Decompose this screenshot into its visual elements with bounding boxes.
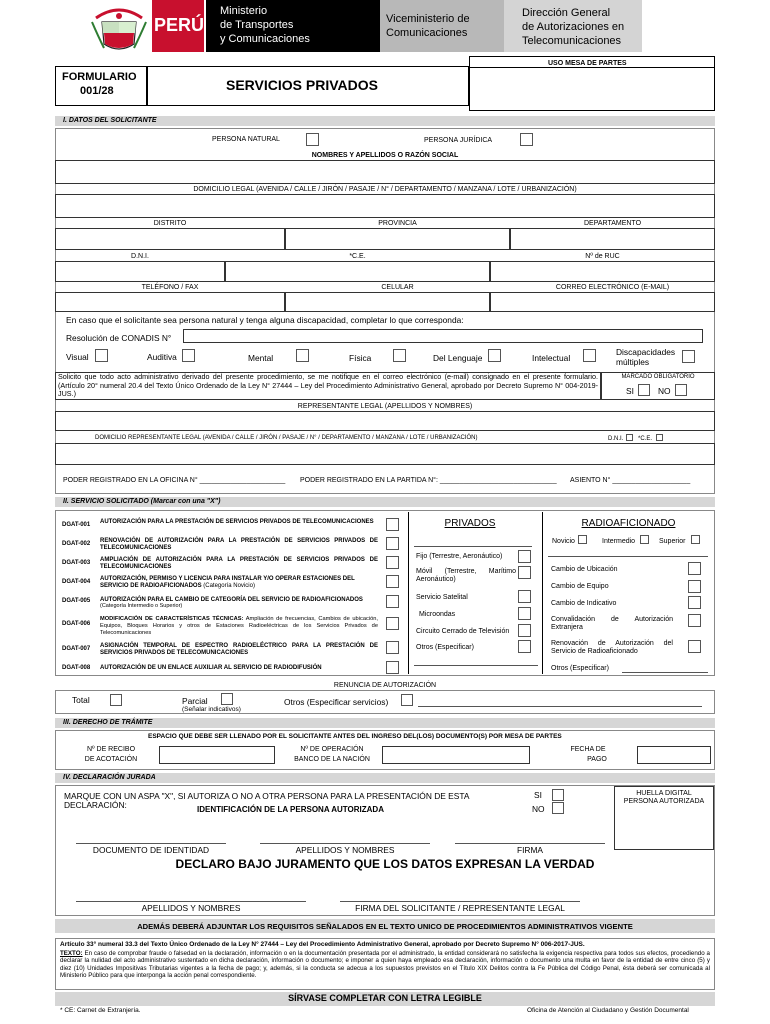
nombres-field[interactable]	[55, 160, 715, 184]
autoriza-no-label: NO	[532, 804, 545, 814]
section-2-title-note: (Marcar con una "X")	[150, 498, 221, 505]
form-title: SERVICIOS PRIVADOS	[226, 77, 378, 93]
dgat-item	[100, 616, 378, 637]
dgat-note: (Categoría Novicio)	[203, 583, 255, 590]
privado-option: Servicio Satelital	[416, 594, 468, 601]
renuncia-otros-label: Otros (Especificar servicios)	[284, 697, 389, 707]
representante-field[interactable]	[55, 411, 715, 431]
telefono-label: TELÉFONO / FAX	[141, 284, 199, 291]
direction-line: de Autorizaciones en	[522, 21, 625, 33]
intermedio-checkbox[interactable]	[640, 535, 649, 544]
fisica-checkbox[interactable]	[393, 349, 406, 362]
visual-checkbox[interactable]	[95, 349, 108, 362]
section-4-header	[55, 773, 715, 783]
privado-movil-checkbox[interactable]	[518, 566, 531, 579]
dgat-text: AMPLIACIÓN DE AUTORIZACIÓN PARA LA PRESTACIÓN DE SERVICIOS PRIVADOS DE TELECOMUNICACIONES	[100, 557, 378, 571]
mesa-partes-label: USO MESA DE PARTES	[548, 60, 627, 67]
radio-option: Otros (Especificar)	[551, 665, 609, 672]
privado-fijo-checkbox[interactable]	[518, 550, 531, 563]
firma2-line[interactable]	[340, 901, 580, 902]
divider	[469, 67, 715, 68]
radio-equipo-checkbox[interactable]	[688, 580, 701, 593]
auditiva-checkbox[interactable]	[182, 349, 195, 362]
ce-note: * CE: Carnet de Extranjería.	[60, 1007, 141, 1014]
direction-line: Telecomunicaciones	[522, 35, 622, 47]
conadis-label: Resolución de CONADIS N°	[66, 333, 172, 343]
coat-of-arms-icon	[88, 4, 150, 56]
privados-title: PRIVADOS	[444, 518, 496, 529]
ministry-line: de Transportes	[220, 19, 294, 31]
dgat-001-checkbox[interactable]	[386, 518, 399, 531]
notif-no-checkbox[interactable]	[675, 384, 687, 396]
ce-label: *C.E.	[349, 253, 366, 260]
departamento-label: DEPARTAMENTO	[583, 220, 642, 227]
dgat-text: MODIFICACIÓN DE CARACTERÍSTICAS TÉCNICAS:	[100, 616, 244, 622]
divider	[548, 556, 708, 557]
firma-line[interactable]	[455, 843, 605, 844]
doc-identidad-label: DOCUMENTO DE IDENTIDAD	[92, 845, 210, 855]
privado-satelital-checkbox[interactable]	[518, 590, 531, 603]
radio-renovacion-checkbox[interactable]	[688, 640, 701, 653]
discapacidad-intro: En caso que el solicitante sea persona natural y tenga alguna discapacidad, completar lo que corresponda:	[66, 315, 464, 325]
ministry-line: y Comunicaciones	[220, 33, 310, 45]
identificacion-label: IDENTIFICACIÓN DE LA PERSONA AUTORIZADA	[197, 805, 384, 814]
dni-label: D.N.I.	[131, 253, 149, 260]
asiento-label: ASIENTO N° ____________________	[570, 477, 691, 484]
auditiva-label: Auditiva	[147, 352, 177, 362]
privado-option: Otros (Especificar)	[416, 644, 474, 651]
dgat-code: DGAT-003	[62, 560, 91, 566]
privado-otros-line[interactable]	[414, 665, 538, 666]
autoriza-no-checkbox[interactable]	[552, 802, 564, 814]
rep-ce-label: *C.E.	[638, 436, 653, 442]
operacion-label: BANCO DE LA NACIÓN	[294, 756, 370, 763]
notificacion-text: Solicito que todo acto administrativo derivado del presente procedimiento, se me notifique en el correo electrónico (e-mail) consignado en el presente formulario. (Artículo 20° numeral 20.4 del Texto Único Ordenado de la Ley N° 27444 – Ley del Procedimiento Administrativo General, aprobado por Decreto Supremo N° 004-2019-JUS.)	[58, 372, 598, 399]
derecho-nota: ESPACIO QUE DEBE SER LLENADO POR EL SOLICITANTE ANTES DEL INGRESO DEL(LOS) DOCUMENTO(S) POR MESA DE PARTES	[148, 733, 562, 740]
domicilio-label: DOMICILIO LEGAL (AVENIDA / CALLE / JIRÓN / PASAJE / N° / DEPARTAMENTO / MANZANA / LOTE / URBANIZACIÓN)	[193, 186, 577, 193]
distrito-field[interactable]	[55, 228, 285, 250]
fecha-label: FECHA DE	[570, 746, 606, 753]
correo-field[interactable]	[490, 292, 715, 312]
celular-field[interactable]	[285, 292, 490, 312]
provincia-label: PROVINCIA	[378, 220, 417, 227]
fecha-label: PAGO	[587, 756, 607, 763]
correo-label: CORREO ELECTRÓNICO (E-MAIL)	[555, 284, 670, 291]
section-3-header	[55, 718, 715, 728]
radio-option: Renovación de Autorización del Servicio de Radioaficionado	[551, 640, 673, 656]
direction-line: Dirección General	[522, 7, 611, 19]
dgat-006-checkbox[interactable]	[386, 617, 399, 630]
autoriza-si-label: SI	[534, 790, 542, 800]
recibo-field[interactable]	[159, 746, 275, 764]
dgat-text: AUTORIZACIÓN PARA EL CAMBIO DE CATEGORÍA DEL SERVICIO DE RADIOAFICIONADOS	[100, 597, 363, 603]
ruc-label: Nº de RUC	[585, 253, 620, 260]
radio-indicativo-checkbox[interactable]	[688, 596, 701, 609]
divider	[408, 512, 409, 674]
rep-dni-checkbox[interactable]	[626, 434, 633, 441]
section-2-title-wrap	[63, 498, 220, 505]
sirvase-banner: SÍRVASE COMPLETAR CON LETRA LEGIBLE	[55, 992, 715, 1006]
novicio-checkbox[interactable]	[578, 535, 587, 544]
celular-label: CELULAR	[381, 284, 414, 291]
visual-label: Visual	[66, 352, 89, 362]
fecha-field[interactable]	[637, 746, 711, 764]
rep-domicilio-label: DOMICILIO REPRESENTANTE LEGAL (AVENIDA / CALLE / JIRÓN / PASAJE / N° / DEPARTAMENTO / MANZANA / LOTE / URBANIZACIÓN)	[95, 435, 478, 441]
divider	[542, 512, 543, 674]
adjuntar-banner: ADEMÁS DEBERÁ ADJUNTAR LOS REQUISITOS SEÑALADOS EN EL TEXTO UNICO DE PROCEDIMIENTOS ADMINISTRATIVOS VIGENTE	[55, 919, 715, 933]
privado-otros-checkbox[interactable]	[518, 640, 531, 653]
notif-si-checkbox[interactable]	[638, 384, 650, 396]
radio-option: Cambio de Ubicación	[551, 566, 618, 573]
dgat-text: AUTORIZACIÓN DE UN ENLACE AUXILIAR AL SERVICIO DE RADIODIFUSIÓN	[100, 665, 322, 671]
vice-box	[380, 0, 504, 52]
form-number: 001/28	[80, 85, 114, 97]
section-2-title: II. SERVICIO SOLICITADO	[63, 498, 149, 505]
radio-option: Cambio de Indicativo	[551, 600, 617, 607]
radio-otros-line[interactable]	[622, 672, 708, 673]
intermedio-label: Intermedio	[602, 538, 636, 545]
dgat-code: DGAT-007	[62, 646, 91, 652]
intelectual-checkbox[interactable]	[583, 349, 596, 362]
dgat-code: DGAT-006	[62, 621, 91, 627]
mental-checkbox[interactable]	[296, 349, 309, 362]
renuncia-otros-line[interactable]	[418, 706, 702, 707]
dgat-008-checkbox[interactable]	[386, 661, 399, 674]
renuncia-total-checkbox[interactable]	[110, 694, 122, 706]
apellidos-line[interactable]	[260, 843, 430, 844]
dgat-code: DGAT-008	[62, 665, 91, 671]
fisica-label: Física	[349, 353, 372, 363]
dgat-007-checkbox[interactable]	[386, 641, 399, 654]
dgat-text: ASIGNACIÓN TEMPORAL DE ESPECTRO RADIOELÉCTRICO PARA LA PRESTACIÓN DE SERVICIOS PRIVADOS DE TELECOMUNICACIONES	[100, 643, 378, 657]
doc-identidad-line[interactable]	[76, 843, 226, 844]
dgat-code: DGAT-005	[62, 598, 91, 604]
ministry-line: Ministerio	[220, 5, 268, 17]
representante-label: REPRESENTANTE LEGAL (APELLIDOS Y NOMBRES)	[297, 403, 473, 410]
rep-ce-checkbox[interactable]	[656, 434, 663, 441]
renuncia-otros-checkbox[interactable]	[401, 694, 413, 706]
superior-label: Superior	[659, 538, 686, 545]
lenguaje-checkbox[interactable]	[488, 349, 501, 362]
superior-checkbox[interactable]	[691, 535, 700, 544]
renuncia-total-label: Total	[72, 695, 90, 705]
dgat-003-checkbox[interactable]	[386, 556, 399, 569]
privado-option: Móvil (Terrestre, Marítimo Aeronáutico)	[416, 568, 516, 584]
domicilio-field[interactable]	[55, 194, 715, 218]
persona-natural-label: PERSONA NATURAL	[212, 136, 280, 143]
renuncia-parcial-checkbox[interactable]	[221, 693, 233, 705]
privado-option: Microondas	[419, 611, 456, 618]
marque-text: MARQUE CON UN ASPA "X", SI AUTORIZA O NO A OTRA PERSONA PARA LA PRESENTACIÓN DE ESTA	[64, 791, 470, 801]
departamento-field[interactable]	[510, 228, 715, 250]
persona-natural-checkbox[interactable]	[306, 133, 319, 146]
persona-juridica-label: PERSONA JURÍDICA	[424, 137, 493, 144]
conadis-field[interactable]	[183, 329, 703, 343]
declaro-text: DECLARO BAJO JURAMENTO QUE LOS DATOS EXPRESAN LA VERDAD	[175, 857, 595, 871]
dgat-note: (Categoría Intermedio o Superior)	[100, 603, 183, 609]
radio-title: RADIOAFICIONADO	[581, 518, 676, 529]
apellidos-label: APELLIDOS Y NOMBRES	[295, 845, 395, 855]
notif-no-label: NO	[658, 386, 671, 396]
radio-option: Cambio de Equipo	[551, 583, 609, 590]
recibo-label: DE ACOTACIÓN	[84, 756, 138, 763]
privado-option: Circuito Cerrado de Televisión	[416, 628, 510, 635]
intelectual-label: Intelectual	[532, 353, 571, 363]
multiples-checkbox[interactable]	[682, 350, 695, 363]
dgat-item	[100, 576, 378, 590]
rep-domicilio-field[interactable]	[55, 443, 715, 465]
firma-label: FIRMA	[516, 845, 544, 855]
section-3-title: III. DERECHO DE TRÁMITE	[63, 719, 153, 726]
section-1-header	[55, 116, 715, 126]
vice-line: Comunicaciones	[386, 27, 468, 39]
multiples-label: múltiples	[616, 357, 650, 367]
notif-si-label: SI	[626, 386, 634, 396]
dgat-text: RENOVACIÓN DE AUTORIZACIÓN PARA LA PRESTACIÓN DE SERVICIOS PRIVADOS DE TELECOMUNICACIONES	[100, 538, 378, 552]
section-4-title: IV. DECLARACIÓN JURADA	[63, 774, 156, 781]
huella-label: HUELLA DIGITAL	[636, 790, 692, 797]
huella-label: PERSONA AUTORIZADA	[623, 798, 705, 805]
section-1-title: I. DATOS DEL SOLICITANTE	[63, 117, 157, 124]
apellidos2-line[interactable]	[76, 901, 306, 902]
privado-microondas-checkbox[interactable]	[518, 607, 531, 620]
section-2-header	[55, 497, 715, 507]
dgat-code: DGAT-004	[62, 579, 91, 585]
country-label: PERÚ	[154, 15, 205, 35]
dgat-text: AUTORIZACIÓN PARA LA PRESTACIÓN DE SERVICIOS PRIVADOS DE TELECOMUNICACIONES	[100, 519, 374, 525]
dgat-code: DGAT-002	[62, 541, 91, 547]
dgat-text: AUTORIZACIÓN, PERMISO Y LICENCIA PARA INSTALAR Y/O OPERAR ESTACIONES DEL SERVICIO DE RADIOAFICIONADOS	[100, 576, 355, 590]
poder-oficina-label: PODER REGISTRADO EN LA OFICINA N° ______________________	[63, 477, 286, 484]
marcado-label: MARCADO OBLIGATORIO	[621, 374, 695, 380]
provincia-field[interactable]	[285, 228, 510, 250]
articulo-text: Artículo 33° numeral 33.3 del Texto Único Ordenado de la Ley N° 27444 – Ley del Procedimiento Administrativo General, aprobado por Decreto Supremo N° 006-2017-JUS.	[60, 941, 585, 948]
radio-ubicacion-checkbox[interactable]	[688, 562, 701, 575]
divider	[414, 546, 532, 547]
rep-dni-label: D.N.I.	[608, 436, 624, 442]
dgat-004-checkbox[interactable]	[386, 575, 399, 588]
persona-juridica-checkbox[interactable]	[520, 133, 533, 146]
vice-line: Viceministerio de	[386, 13, 470, 25]
radio-convalidacion-checkbox[interactable]	[688, 614, 701, 627]
operacion-field[interactable]	[382, 746, 530, 764]
nombres-label: NOMBRES Y APELLIDOS O RAZÓN SOCIAL	[311, 152, 459, 159]
texto-label: TEXTO:	[60, 950, 83, 957]
ce-field[interactable]	[225, 261, 490, 282]
apellidos2-label: APELLIDOS Y NOMBRES	[141, 903, 241, 913]
renuncia-label: RENUNCIA DE AUTORIZACIÓN	[333, 682, 437, 689]
ruc-field[interactable]	[490, 261, 715, 282]
autoriza-si-checkbox[interactable]	[552, 789, 564, 801]
dgat-code: DGAT-001	[62, 522, 91, 528]
recibo-label: Nº DE RECIBO	[86, 746, 136, 753]
poder-partida-label: PODER REGISTRADO EN LA PARTIDA N°: ______________________________	[300, 477, 557, 484]
lenguaje-label: Del Lenguaje	[433, 353, 483, 363]
form-label: FORMULARIO	[62, 71, 137, 83]
texto-body: En caso de comprobar fraude o falsedad en la declaración, información o en la documentación presentada por el administrado, la entidad considerará no satisfecha la exigencia respectiva para todos sus efectos, procediendo a declarar la nulidad del acto administrativo sustentado en dicha declaración, información o documento; e imponer a quien haya empleado esa declaración, información o documento una multa en favor de la entidad de entre cinco (5) y diez (10) Unidades Impositivas Tributarias vigentes a la fecha de pago; y, además, si la conducta se adecua a los supuestos previstos en el Título XIX Delitos contra la Fe Pública del Código Penal, ésta deberá ser comunicada al Ministerio Público para que interponga la acción penal correspondiente.	[60, 950, 710, 980]
renuncia-parcial-label: Parcial	[182, 696, 208, 706]
multiples-label: Discapacidades	[616, 347, 676, 357]
texto-legal	[60, 950, 710, 980]
mental-label: Mental	[248, 353, 274, 363]
oficina-note: Oficina de Atención al Ciudadano y Gestión Documental	[527, 1007, 689, 1014]
firma2-label: FIRMA DEL SOLICITANTE / REPRESENTANTE LEGAL	[355, 903, 565, 913]
privado-cctv-checkbox[interactable]	[518, 624, 531, 637]
operacion-label: Nº DE OPERACIÓN	[300, 746, 364, 753]
dgat-005-checkbox[interactable]	[386, 595, 399, 608]
dgat-note: Ampliación de frecuencias, Cambios de ubicación, Equipos, Bloques Horarios y otros de Estaciones Radioeléctricas de los Servicios Privados de Telecomunicaciones	[100, 616, 378, 636]
distrito-label: DISTRITO	[153, 220, 187, 227]
marque-text: DECLARACIÓN:	[64, 800, 127, 810]
dni-field[interactable]	[55, 261, 225, 282]
renuncia-parcial-note: (Señalar indicativos)	[182, 706, 241, 713]
novicio-label: Novicio	[552, 538, 575, 545]
privado-option: Fijo (Terrestre, Aeronáutico)	[416, 553, 503, 560]
telefono-field[interactable]	[55, 292, 285, 312]
radio-option: Convalidación de Autorización Extranjera	[551, 616, 673, 632]
dgat-002-checkbox[interactable]	[386, 537, 399, 550]
